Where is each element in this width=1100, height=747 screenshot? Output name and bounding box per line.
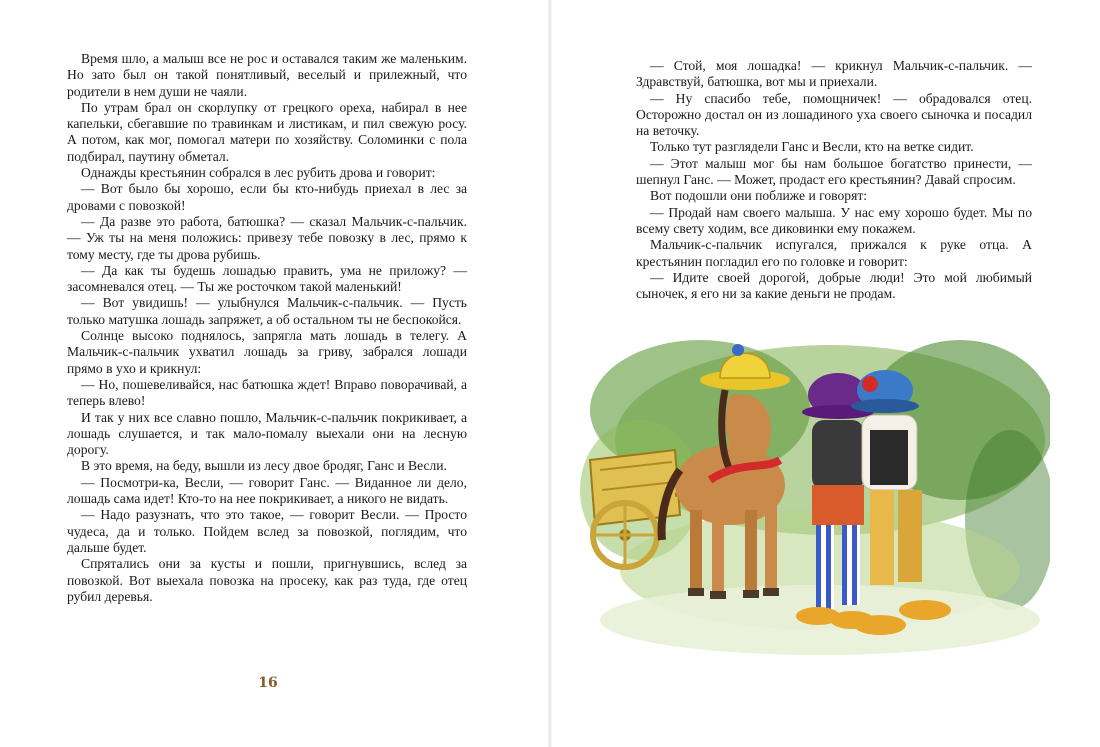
paragraph: Спрятались они за кусты и пошли, пригнувшись, вслед за повозкой. Вот выехала повозка на просеку, как раз туда, где отец рубил деревья.	[67, 556, 467, 604]
paragraph: — Вот было бы хорошо, если бы кто-нибудь приехал в лес за дровами с повозкой!	[67, 181, 467, 213]
paragraph: По утрам брал он скорлупку от грецкого ореха, набирал в нее капельки, сбегавшие по травинкам и листикам, и пил свежую росу. А потом, как мог, помогал матери по хозяйству. Соломинки с пола подбирал, паутину обметал.	[67, 99, 467, 164]
paragraph: — Но, пошевеливайся, нас батюшка ждет! Вправо поворачивай, а теперь влево!	[67, 376, 467, 409]
paragraph: — Посмотри-ка, Весли, — говорит Ганс. — Виданное ли дело, лошадь сама идет! Кто-то на нее покрикивает, а никого не видать.	[67, 474, 467, 507]
paragraph: — Идите своей дорогой, добрые люди! Это мой любимый сыночек, я его ни за какие деньги не продам.	[636, 269, 1032, 302]
paragraph: Однажды крестьянин собрался в лес рубить дрова и говорит:	[81, 165, 436, 181]
paragraph: Мальчик-с-пальчик испугался, прижался к руке отца. А крестьянин погладил его по головке и говорит:	[636, 237, 1032, 269]
paragraph: — Надо разузнать, что это такое, — говорит Весли. — Просто чудеса, да и только. Пойдем вслед за повозкой, поглядим, что дальше будет.	[67, 507, 467, 555]
left-text-column	[67, 51, 467, 605]
paragraph: — Продай нам своего малыша. У нас ему хорошо будет. Мы по всему свету ходим, все диковинки ему покажем.	[636, 204, 1032, 236]
illustration-horse-cart-vagabonds	[580, 320, 1050, 665]
paragraph: — Стой, моя лошадка! — крикнул Мальчик-с-пальчик. — Здравствуй, батюшка, вот мы и приехали.	[636, 58, 1032, 90]
paragraph: И так у них все славно пошло, Мальчик-с-пальчик покрикивает, а лошадь слушается, и так мало-помалу выехали они на лесную дорогу.	[67, 409, 467, 458]
paragraph: В это время, на беду, вышли из лесу двое бродяг, Ганс и Весли.	[81, 458, 447, 474]
paragraph: Солнце высоко поднялось, запрягла мать лошадь в телегу. А Мальчик-с-пальчик ухватил лошадь за гриву, забрался лошади прямо в ухо и крикнул:	[67, 328, 467, 376]
page-number: 16	[258, 675, 278, 691]
paragraph: Время шло, а малыш все не рос и оставался таким же маленьким. Но зато был он такой понятливый, веселый и прилежный, что родители в нем души не чаяли.	[67, 51, 467, 99]
paragraph: — Этот малыш мог бы нам большое богатство принести, — шепнул Ганс. — Может, продаст его крестьянин? Давай спросим.	[636, 155, 1032, 188]
paragraph: — Да разве это работа, батюшка? — сказал Мальчик-с-пальчик. — Уж ты на меня положись: привезу тебе повозку в лес, прямо к тому месту, где ты дрова рубишь.	[67, 213, 467, 262]
right-text-column	[636, 58, 1032, 302]
paragraph: — Да как ты будешь лошадью править, ума не приложу? — засомневался отец. — Ты же росточком такой маленький!	[67, 262, 467, 295]
paragraph: — Вот увидишь! — улыбнулся Мальчик-с-пальчик. — Пусть только матушка лошадь запряжет, а об остальном ты не беспокойся.	[67, 295, 467, 327]
paragraph: — Ну спасибо тебе, помощничек! — обрадовался отец. Осторожно достал он из лошадиного уха своего сыночка и посадил на веточку.	[636, 90, 1032, 139]
paragraph: Только тут разглядели Ганс и Весли, кто на ветке сидит.	[650, 139, 974, 155]
paragraph: Вот подошли они поближе и говорят:	[650, 188, 868, 204]
